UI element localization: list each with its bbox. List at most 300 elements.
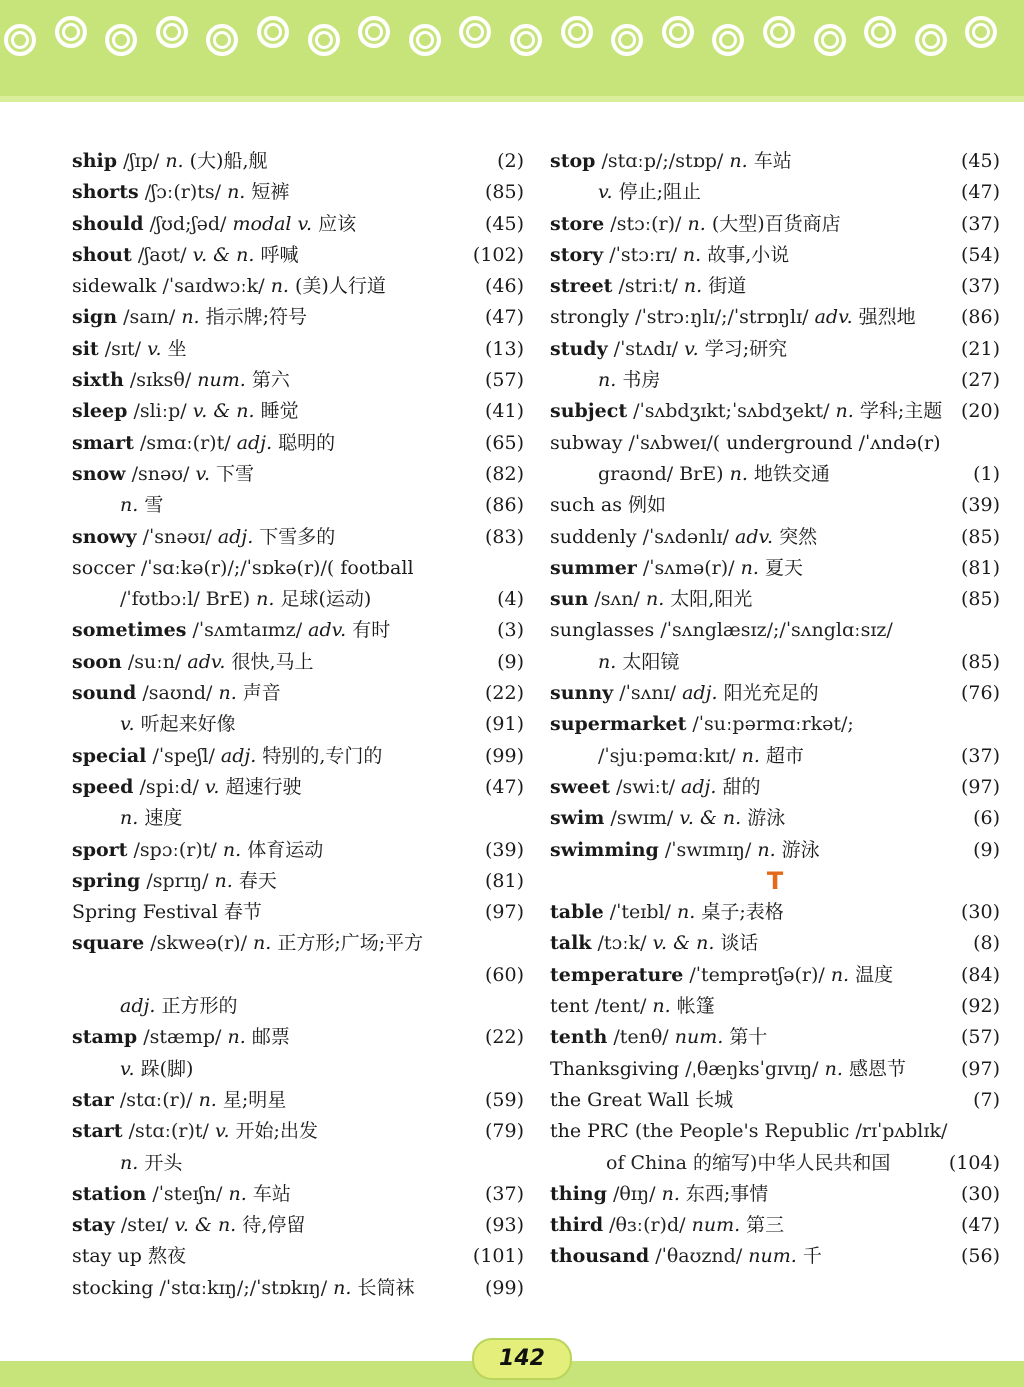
glossary-entry bbox=[72, 1210, 524, 1241]
entry-part-of-speech: num. bbox=[197, 369, 246, 392]
entry-word: store bbox=[550, 212, 605, 235]
entry-pronunciation: /θɪŋ/ bbox=[612, 1182, 656, 1205]
glossary-entry bbox=[550, 803, 1000, 834]
glossary-entry bbox=[72, 835, 524, 866]
entry-definition: 下雪多的 bbox=[259, 525, 336, 548]
entry-part-of-speech: modal v. bbox=[232, 212, 313, 235]
entry-pronunciation: /θɜː(r)d/ bbox=[609, 1214, 686, 1237]
entry-page-ref: (37) bbox=[960, 212, 1000, 235]
glossary-entry bbox=[550, 1022, 1000, 1053]
entry-part-of-speech: adj. bbox=[217, 525, 254, 548]
glossary-entry bbox=[72, 897, 524, 928]
ring-decoration bbox=[814, 24, 846, 56]
entry-definition: 开头 bbox=[144, 1151, 183, 1174]
ring-decoration bbox=[156, 16, 188, 48]
entry-definition: 正方形的 bbox=[161, 995, 238, 1018]
entry-part-of-speech: num. bbox=[748, 1245, 797, 1268]
entry-definition: (大型)百货商店 bbox=[711, 212, 841, 235]
glossary-entry bbox=[550, 835, 1000, 866]
entry-word: the PRC bbox=[550, 1120, 629, 1143]
entry-definition: 有时 bbox=[352, 619, 391, 642]
entry-word: temperature bbox=[550, 963, 684, 986]
ring-decoration bbox=[915, 24, 947, 56]
entry-pronunciation: /ʃɪp/ bbox=[123, 150, 160, 172]
entry-part-of-speech: adv. bbox=[735, 525, 774, 548]
glossary-entry bbox=[550, 209, 1000, 240]
glossary-entry bbox=[550, 1085, 1000, 1116]
glossary-entry bbox=[550, 1241, 1000, 1272]
entry-word: street bbox=[550, 275, 613, 298]
entry-page-ref: (91) bbox=[484, 713, 524, 736]
entry-definition: 呼喊 bbox=[260, 243, 299, 266]
entry-part-of-speech: n. bbox=[120, 807, 139, 830]
entry-word: stay up bbox=[72, 1245, 142, 1268]
entry-part-of-speech: n. bbox=[165, 150, 184, 172]
entry-page-ref: (9) bbox=[973, 838, 1000, 861]
entry-definition: 帐篷 bbox=[676, 995, 715, 1018]
entry-page-ref: (37) bbox=[484, 1182, 524, 1205]
entry-word: subway bbox=[550, 431, 623, 454]
entry-page-ref: (7) bbox=[973, 1088, 1000, 1111]
entry-word: sign bbox=[72, 306, 118, 329]
entry-word: sweet bbox=[550, 775, 611, 798]
entry-part-of-speech: n. bbox=[253, 932, 272, 955]
entry-part-of-speech: n. bbox=[677, 901, 696, 924]
entry-pronunciation: /ˈspeʃl/ bbox=[152, 744, 215, 767]
glossary-entry bbox=[550, 584, 1000, 615]
entry-page-ref: (79) bbox=[484, 1120, 524, 1143]
entry-page-ref: (47) bbox=[960, 1214, 1000, 1237]
entry-word: such as bbox=[550, 494, 622, 517]
section-letter: T bbox=[766, 866, 784, 895]
glossary-entry bbox=[72, 334, 524, 365]
entry-word: stocking bbox=[72, 1276, 154, 1299]
decorative-rings bbox=[0, 14, 1024, 58]
entry-definition: 书房 bbox=[622, 369, 661, 392]
entry-word: suddenly bbox=[550, 525, 637, 548]
entry-definition: 雪 bbox=[144, 494, 164, 517]
entry-page-ref: (83) bbox=[484, 525, 524, 548]
entry-pronunciation: /tɔːk/ bbox=[597, 932, 647, 955]
entry-page-ref: (97) bbox=[960, 1057, 1000, 1080]
entry-pronunciation: /saʊnd/ bbox=[142, 682, 213, 705]
entry-definition: 车站 bbox=[753, 150, 792, 172]
entry-pronunciation: /ˈθaʊznd/ bbox=[655, 1245, 743, 1268]
entry-page-ref: (37) bbox=[960, 275, 1000, 298]
entry-definition: 待,停留 bbox=[242, 1214, 306, 1237]
entry-pronunciation: /ˈfʊtbɔːl/ BrE) bbox=[120, 588, 251, 611]
entry-definition: 星;明星 bbox=[222, 1088, 287, 1111]
entry-part-of-speech: n. bbox=[228, 1182, 247, 1205]
entry-word: tent bbox=[550, 995, 589, 1018]
glossary-entry bbox=[550, 960, 1000, 991]
entry-definition: underground /ˈʌndə(r) bbox=[726, 431, 941, 454]
entry-pronunciation: /ˈstrɔːŋlɪ/;/ˈstrɒŋlɪ/ bbox=[635, 306, 809, 329]
glossary-entry bbox=[550, 490, 1000, 521]
entry-definition: 夏天 bbox=[764, 556, 803, 579]
glossary-entry bbox=[550, 302, 1000, 333]
entry-part-of-speech: v. bbox=[147, 337, 162, 360]
entry-page-ref: (82) bbox=[484, 462, 524, 485]
entry-word: stop bbox=[550, 150, 596, 172]
ring-decoration bbox=[611, 24, 643, 56]
glossary-entry bbox=[550, 1179, 1000, 1210]
entry-pronunciation: /stɑː(r)/ bbox=[119, 1088, 193, 1111]
entry-definition: 太阳,阳光 bbox=[670, 588, 753, 611]
entry-page-ref: (37) bbox=[960, 744, 1000, 767]
entry-page-ref: (6) bbox=[973, 807, 1000, 830]
entry-word: should bbox=[72, 212, 144, 235]
entry-definition: 长城 bbox=[695, 1088, 734, 1111]
entry-pronunciation: /steɪ/ bbox=[120, 1214, 169, 1237]
entry-word: sunny bbox=[550, 682, 614, 705]
entry-word: stay bbox=[72, 1214, 115, 1237]
entry-part-of-speech: n. bbox=[683, 275, 703, 298]
entry-part-of-speech: n. bbox=[227, 181, 246, 204]
entry-pronunciation: /tenθ/ bbox=[613, 1026, 669, 1049]
entry-pronunciation: /swiːt/ bbox=[616, 775, 675, 798]
entry-word: spring bbox=[72, 869, 141, 892]
entry-page-ref: (22) bbox=[484, 1026, 524, 1049]
entry-definition: 的缩写)中华人民共和国 bbox=[692, 1151, 891, 1174]
glossary-entry bbox=[550, 1116, 1000, 1147]
entry-page-ref: (102) bbox=[472, 243, 524, 266]
ring-decoration bbox=[105, 24, 137, 56]
entry-part-of-speech: adj. bbox=[120, 995, 156, 1018]
entry-page-ref: (97) bbox=[484, 901, 524, 924]
entry-page-ref: (1) bbox=[973, 462, 1000, 485]
entry-page-ref: (101) bbox=[472, 1245, 524, 1268]
entry-pronunciation: /snəʊ/ bbox=[131, 462, 190, 485]
entry-pronunciation: /ˈsʌbdʒɪkt;ˈsʌbdʒekt/ bbox=[633, 400, 830, 423]
entry-page-ref: (99) bbox=[484, 744, 524, 767]
entry-word: soon bbox=[72, 650, 122, 673]
entry-definition: 例如 bbox=[628, 494, 667, 517]
ring-decoration bbox=[510, 24, 542, 56]
glossary-entry bbox=[72, 365, 524, 396]
entry-part-of-speech: n. bbox=[682, 243, 702, 266]
entry-pronunciation: /ˈsaɪdwɔːk/ bbox=[162, 275, 265, 298]
entry-part-of-speech: n. bbox=[333, 1276, 352, 1299]
entry-definition: 超市 bbox=[765, 744, 804, 767]
glossary-entry bbox=[72, 647, 524, 678]
entry-word: third bbox=[550, 1214, 604, 1237]
entry-pronunciation: /sliːp/ bbox=[133, 400, 187, 423]
entry-definition: 太阳镜 bbox=[622, 650, 680, 673]
glossary-column-left bbox=[72, 146, 524, 1304]
entry-definition: 停止;阻止 bbox=[618, 181, 701, 204]
ring-decoration bbox=[459, 16, 491, 48]
ring-decoration bbox=[712, 24, 744, 56]
page-header-band bbox=[0, 0, 1024, 102]
entry-page-ref: (3) bbox=[497, 619, 524, 642]
entry-definition: 短裤 bbox=[251, 181, 290, 204]
glossary-entry bbox=[550, 459, 1000, 490]
glossary-entry bbox=[72, 1241, 524, 1272]
ring-decoration bbox=[4, 24, 36, 56]
entry-part-of-speech: n. bbox=[757, 838, 776, 861]
entry-part-of-speech: n. bbox=[830, 963, 850, 986]
entry-word: Spring Festival bbox=[72, 901, 218, 924]
entry-word: talk bbox=[550, 932, 592, 955]
entry-page-ref: (104) bbox=[948, 1151, 1000, 1174]
entry-page-ref: (81) bbox=[484, 869, 524, 892]
entry-definition: 谈话 bbox=[720, 932, 759, 955]
glossary-entry bbox=[550, 271, 1000, 302]
entry-pronunciation: /tent/ bbox=[594, 995, 647, 1018]
entry-page-ref: (39) bbox=[960, 494, 1000, 517]
entry-word: sidewalk bbox=[72, 275, 157, 298]
entry-page-ref: (99) bbox=[484, 1276, 524, 1299]
entry-page-ref: (81) bbox=[960, 556, 1000, 579]
entry-definition: 邮票 bbox=[251, 1026, 290, 1049]
entry-definition: 第三 bbox=[746, 1214, 785, 1237]
entry-pronunciation: /spɔː(r)t/ bbox=[133, 838, 217, 861]
entry-page-ref: (45) bbox=[960, 150, 1000, 172]
entry-part-of-speech: v. & n. bbox=[652, 932, 715, 955]
entry-pronunciation: /ˈsʌnglæsɪz/;/ˈsʌnglɑːsɪz/ bbox=[660, 619, 893, 642]
entry-part-of-speech: n. bbox=[687, 212, 706, 235]
glossary-entry bbox=[72, 240, 524, 271]
entry-definition: 睡觉 bbox=[260, 400, 299, 423]
entry-word: swimming bbox=[550, 838, 659, 861]
entry-word: sometimes bbox=[72, 619, 187, 642]
entry-word: tenth bbox=[550, 1026, 608, 1049]
glossary-entry bbox=[72, 615, 524, 646]
entry-word: shout bbox=[72, 243, 132, 266]
glossary-entry bbox=[72, 678, 524, 709]
entry-page-ref: (93) bbox=[484, 1214, 524, 1237]
entry-definition: 故事,小说 bbox=[707, 243, 790, 266]
entry-pronunciation: /ˈsʌbweɪ/( bbox=[628, 431, 721, 454]
entry-word: special bbox=[72, 744, 147, 767]
entry-word: Thanksgiving bbox=[550, 1057, 680, 1080]
entry-word: stamp bbox=[72, 1026, 138, 1049]
entry-page-ref: (47) bbox=[960, 181, 1000, 204]
entry-page-ref: (65) bbox=[484, 431, 524, 454]
glossary-entry bbox=[550, 678, 1000, 709]
entry-page-ref: (54) bbox=[960, 243, 1000, 266]
entry-pronunciation: of China bbox=[606, 1151, 687, 1174]
entry-pronunciation: /suːn/ bbox=[127, 650, 182, 673]
glossary-entry bbox=[72, 522, 524, 553]
glossary-entry bbox=[550, 991, 1000, 1022]
entry-page-ref: (41) bbox=[484, 400, 524, 423]
glossary-entry bbox=[550, 365, 1000, 396]
ring-decoration bbox=[308, 24, 340, 56]
entry-part-of-speech: adj. bbox=[681, 775, 717, 798]
glossary-entry bbox=[550, 1210, 1000, 1241]
entry-definition: 超速行驶 bbox=[225, 775, 302, 798]
entry-page-ref: (30) bbox=[960, 1182, 1000, 1205]
entry-definition: 春天 bbox=[238, 869, 277, 892]
entry-definition: 街道 bbox=[708, 275, 747, 298]
glossary-entry bbox=[550, 240, 1000, 271]
glossary-entry bbox=[72, 209, 524, 240]
glossary-entry bbox=[550, 396, 1000, 427]
entry-definition: 强烈地 bbox=[858, 306, 916, 329]
ring-decoration bbox=[763, 16, 795, 48]
entry-pronunciation: /ˈstɑːkɪŋ/;/ˈstɒkɪŋ/ bbox=[159, 1276, 328, 1299]
entry-definition: 春节 bbox=[223, 901, 262, 924]
glossary-entry bbox=[72, 1116, 524, 1147]
glossary-entry bbox=[72, 553, 524, 584]
ring-decoration bbox=[257, 16, 289, 48]
entry-page-ref: (9) bbox=[497, 650, 524, 673]
entry-definition: 第十 bbox=[729, 1026, 768, 1049]
glossary-entry bbox=[72, 866, 524, 897]
glossary-entry bbox=[72, 991, 524, 1022]
entry-pronunciation: /ˈsʌmə(r)/ bbox=[642, 556, 735, 579]
entry-part-of-speech: n. bbox=[227, 1026, 246, 1049]
entry-page-ref: (76) bbox=[960, 682, 1000, 705]
entry-word: subject bbox=[550, 400, 628, 423]
entry-word: thousand bbox=[550, 1245, 650, 1268]
entry-definition: 指示牌;符号 bbox=[205, 306, 308, 329]
ring-decoration bbox=[206, 24, 238, 56]
ring-decoration bbox=[662, 16, 694, 48]
entry-word: the Great Wall bbox=[550, 1088, 690, 1111]
glossary-entry bbox=[72, 1273, 524, 1304]
entry-definition: 正方形;广场;平方 bbox=[277, 932, 424, 955]
entry-part-of-speech: adj. bbox=[682, 682, 718, 705]
glossary-entry bbox=[550, 553, 1000, 584]
glossary-entry bbox=[72, 709, 524, 740]
glossary-entry bbox=[550, 741, 1000, 772]
entry-page-ref: (39) bbox=[484, 838, 524, 861]
entry-part-of-speech: n. bbox=[824, 1057, 843, 1080]
ring-decoration bbox=[864, 16, 896, 48]
entry-definition: 跺(脚) bbox=[140, 1057, 194, 1080]
entry-page-ref: (8) bbox=[973, 932, 1000, 955]
entry-definition: 下雪 bbox=[216, 462, 255, 485]
entry-pronunciation: /ˈsjuːpəmɑːkɪt/ bbox=[598, 744, 736, 767]
entry-part-of-speech: v. bbox=[120, 713, 135, 736]
entry-word: sound bbox=[72, 682, 137, 705]
entry-pronunciation: /ˈsuːpərmɑːrkət/; bbox=[692, 713, 854, 736]
glossary-entry bbox=[72, 428, 524, 459]
entry-part-of-speech: v. bbox=[214, 1120, 230, 1143]
ring-decoration bbox=[358, 16, 390, 48]
glossary-entry bbox=[72, 459, 524, 490]
entry-pronunciation: /ˈteɪbl/ bbox=[609, 901, 671, 924]
glossary-entry bbox=[550, 772, 1000, 803]
entry-page-ref: (22) bbox=[484, 682, 524, 705]
entry-pronunciation: /stɔː(r)/ bbox=[610, 212, 682, 235]
entry-definition: 长筒袜 bbox=[357, 1276, 415, 1299]
entry-part-of-speech: n. bbox=[729, 150, 748, 172]
entry-word: story bbox=[550, 243, 604, 266]
entry-page-ref: (85) bbox=[960, 650, 1000, 673]
entry-part-of-speech: n. bbox=[835, 400, 854, 423]
entry-definition: 学习;研究 bbox=[704, 337, 788, 360]
entry-pronunciation: /ˈsʌmtaɪmz/ bbox=[192, 619, 303, 642]
entry-part-of-speech: num. bbox=[691, 1214, 741, 1237]
entry-page-ref: (56) bbox=[960, 1245, 1000, 1268]
entry-part-of-speech: adv. bbox=[308, 619, 347, 642]
entry-part-of-speech: v. bbox=[120, 1057, 135, 1080]
entry-word: swim bbox=[550, 807, 605, 830]
entry-page-ref: (57) bbox=[960, 1026, 1000, 1049]
entry-word: square bbox=[72, 932, 145, 955]
entry-definition: 游泳 bbox=[747, 807, 786, 830]
entry-word: sit bbox=[72, 337, 99, 360]
glossary-entry bbox=[550, 1054, 1000, 1085]
entry-part-of-speech: n. bbox=[741, 744, 760, 767]
entry-page-ref: (21) bbox=[960, 337, 1000, 360]
entry-page-ref: (47) bbox=[484, 775, 524, 798]
entry-pronunciation: /stæmp/ bbox=[143, 1026, 222, 1049]
entry-definition: 阳光充足的 bbox=[723, 682, 819, 705]
entry-word: table bbox=[550, 901, 604, 924]
entry-part-of-speech: n. bbox=[598, 650, 617, 673]
entry-part-of-speech: n. bbox=[181, 306, 200, 329]
glossary-entry bbox=[550, 428, 1000, 459]
entry-part-of-speech: n. bbox=[652, 995, 671, 1018]
entry-part-of-speech: v. bbox=[598, 181, 613, 204]
entry-part-of-speech: n. bbox=[222, 838, 242, 861]
entry-part-of-speech: v. bbox=[204, 775, 220, 798]
page-footer bbox=[0, 1332, 1024, 1387]
glossary-entry bbox=[550, 897, 1000, 928]
entry-word: supermarket bbox=[550, 713, 687, 736]
entry-word: shorts bbox=[72, 181, 139, 204]
entry-part-of-speech: v. & n. bbox=[192, 243, 255, 266]
glossary-entry bbox=[550, 709, 1000, 740]
entry-part-of-speech: n. bbox=[256, 588, 275, 611]
entry-pronunciation: /ˈstʌdɪ/ bbox=[613, 337, 679, 360]
entry-word: sleep bbox=[72, 400, 128, 423]
glossary-entry bbox=[72, 1179, 524, 1210]
entry-part-of-speech: n. bbox=[740, 556, 759, 579]
entry-word: start bbox=[72, 1120, 123, 1143]
entry-definition: 甜的 bbox=[722, 775, 761, 798]
glossary-entry bbox=[72, 302, 524, 333]
entry-pronunciation: /ˌθæŋksˈgɪvɪŋ/ bbox=[685, 1057, 819, 1080]
entry-pronunciation: /smɑː(r)t/ bbox=[139, 431, 231, 454]
entry-definition: 声音 bbox=[242, 682, 281, 705]
entry-pronunciation: /ʃaʊt/ bbox=[137, 243, 187, 266]
entry-part-of-speech: n. bbox=[661, 1182, 680, 1205]
entry-word: study bbox=[550, 337, 608, 360]
entry-page-ref: (86) bbox=[960, 306, 1000, 329]
entry-definition: 学科;主题 bbox=[859, 400, 943, 423]
entry-definition: 速度 bbox=[144, 807, 183, 830]
ring-decoration bbox=[55, 16, 87, 48]
entry-page-ref: (84) bbox=[960, 963, 1000, 986]
page-number: 142 bbox=[472, 1338, 572, 1380]
entry-part-of-speech: adj. bbox=[220, 744, 257, 767]
entry-page-ref: (85) bbox=[960, 588, 1000, 611]
entry-definition: 桌子;表格 bbox=[701, 901, 784, 924]
entry-word: sixth bbox=[72, 369, 124, 392]
entry-pronunciation: /ˈsɑːkə(r)/;/ˈsɒkə(r)/( bbox=[140, 556, 335, 579]
glossary-entry bbox=[550, 647, 1000, 678]
entry-page-ref: (46) bbox=[484, 275, 524, 298]
entry-word: smart bbox=[72, 431, 134, 454]
entry-pronunciation: /ʃɔː(r)ts/ bbox=[144, 181, 222, 204]
entry-word: thing bbox=[550, 1182, 607, 1205]
entry-part-of-speech: adv. bbox=[187, 650, 226, 673]
entry-definition: 千 bbox=[802, 1245, 822, 1268]
entry-page-ref: (27) bbox=[960, 369, 1000, 392]
glossary-entry bbox=[550, 177, 1000, 208]
entry-page-ref: (13) bbox=[484, 337, 524, 360]
entry-definition: 听起来好像 bbox=[140, 713, 236, 736]
entry-part-of-speech: n. bbox=[214, 869, 233, 892]
entry-part-of-speech: n. bbox=[598, 369, 617, 392]
entry-part-of-speech: n. bbox=[120, 494, 139, 517]
